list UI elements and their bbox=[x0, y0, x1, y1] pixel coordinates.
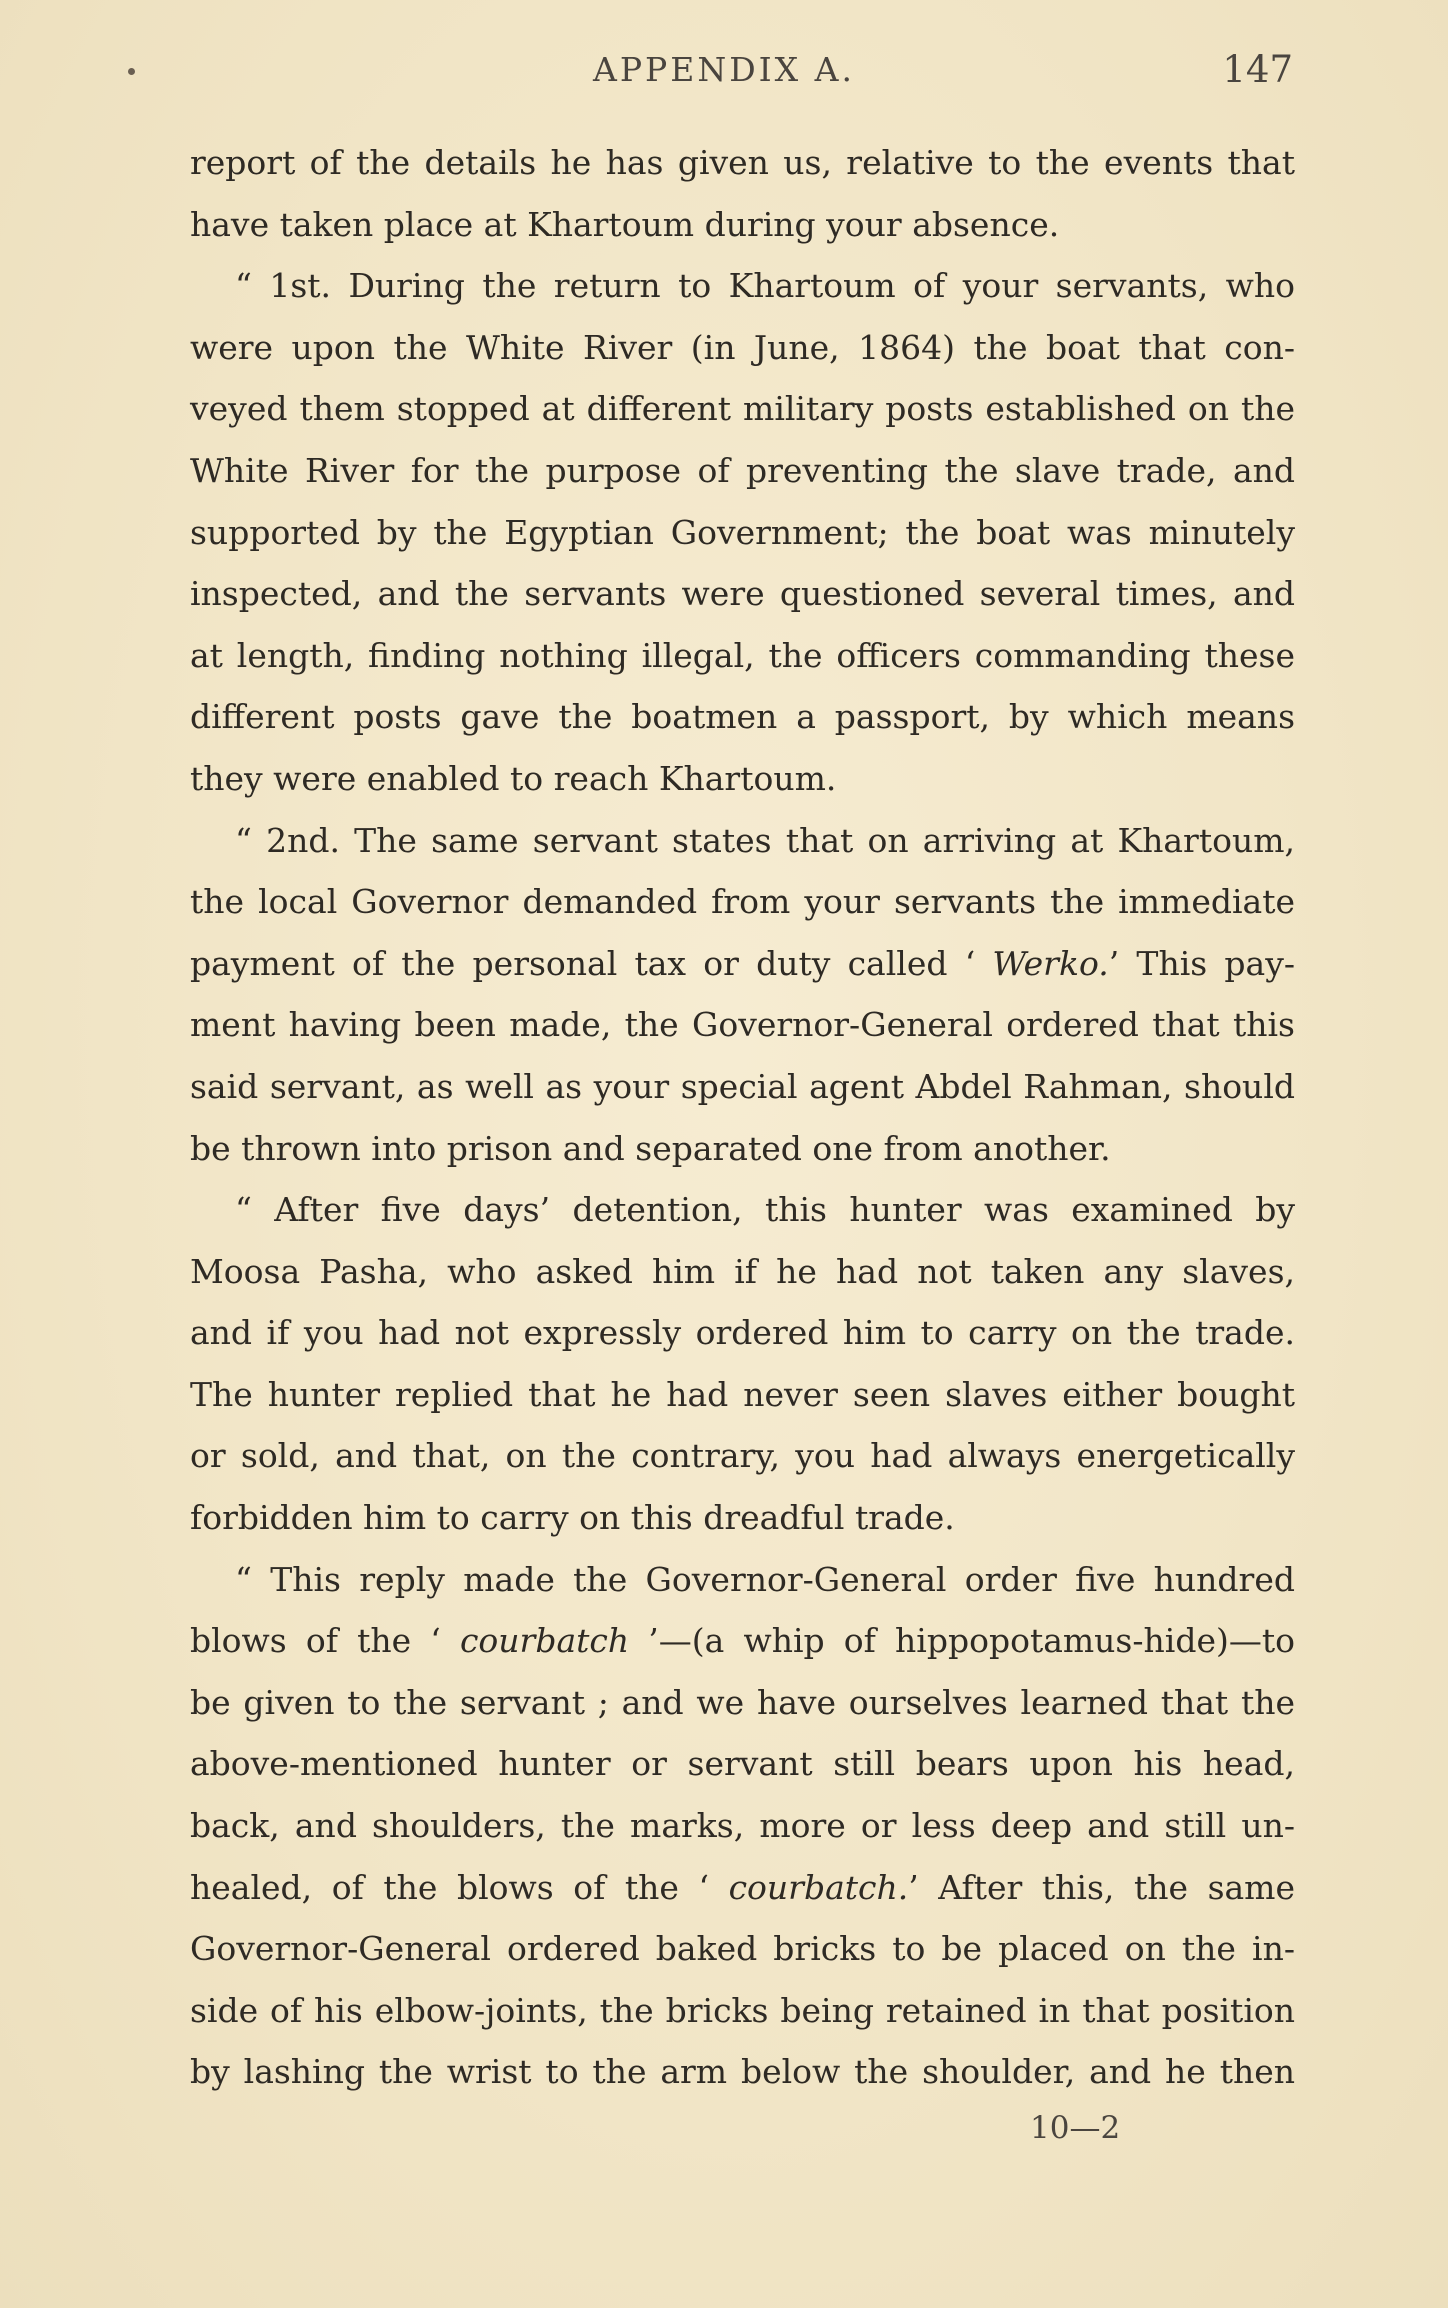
text-line: were upon the White River (in June, 1864) the boat that con- bbox=[190, 327, 1295, 367]
italic-term: courbatch. bbox=[728, 1867, 909, 1907]
text-line: “ 1st. During the return to Khartoum of your servants, who bbox=[235, 266, 1295, 306]
text-line: Moosa Pasha, who asked him if he had not taken any slaves, bbox=[190, 1251, 1295, 1291]
text-line bbox=[190, 1610, 1295, 1672]
text-line: have taken place at Khartoum during your absence. bbox=[190, 204, 1060, 244]
text-line: be given to the servant ; and we have ourselves learned that the bbox=[190, 1682, 1295, 1722]
text-line: they were enabled to reach Khartoum. bbox=[190, 758, 837, 798]
text-segment: payment of the personal tax or duty called ‘ bbox=[190, 943, 993, 983]
text-line bbox=[190, 1857, 1295, 1919]
text-line: Governor-General ordered baked bricks to be placed on the in- bbox=[190, 1929, 1295, 1969]
text-line: at length, finding nothing illegal, the officers commanding these bbox=[190, 635, 1295, 675]
text-line: “ After five days’ detention, this hunter was examined by bbox=[235, 1190, 1295, 1230]
text-line: White River for the purpose of preventing the slave trade, and bbox=[190, 450, 1295, 490]
text-segment: ’ This pay- bbox=[1108, 943, 1295, 983]
text-line: veyed them stopped at different military posts established on the bbox=[190, 389, 1295, 429]
text-line: supported by the Egyptian Government; the boat was minutely bbox=[190, 512, 1295, 552]
italic-term: courbatch bbox=[459, 1621, 630, 1661]
text-segment: healed, of the blows of the ‘ bbox=[190, 1867, 729, 1907]
italic-term: Werko. bbox=[992, 943, 1109, 983]
text-line bbox=[190, 933, 1295, 995]
text-segment: ’ After this, the same bbox=[908, 1867, 1295, 1907]
body-text bbox=[190, 132, 1295, 2103]
text-line: The hunter replied that he had never seen slaves either bought bbox=[190, 1374, 1295, 1414]
text-line: and if you had not expressly ordered him to carry on the trade. bbox=[190, 1313, 1295, 1353]
text-line: “ This reply made the Governor-General order five hundred bbox=[235, 1559, 1295, 1599]
text-line: side of his elbow-joints, the bricks being retained in that position bbox=[190, 1990, 1295, 2030]
text-line: by lashing the wrist to the arm below the shoulder, and he then bbox=[190, 2052, 1295, 2092]
running-header: APPENDIX A. bbox=[592, 50, 855, 89]
text-line: ment having been made, the Governor-General ordered that this bbox=[190, 1005, 1295, 1045]
text-line: report of the details he has given us, relative to the events that bbox=[190, 143, 1295, 182]
text-line: said servant, as well as your special agent Abdel Rahman, should bbox=[190, 1066, 1295, 1106]
text-line: the local Governor demanded from your servants the immediate bbox=[190, 882, 1295, 922]
page-number: 147 bbox=[1222, 48, 1293, 91]
text-line: inspected, and the servants were questioned several times, and bbox=[190, 574, 1295, 614]
text-line: “ 2nd. The same servant states that on arriving at Khartoum, bbox=[235, 820, 1295, 860]
text-line: different posts gave the boatmen a passport, by which means bbox=[190, 697, 1295, 737]
text-line: back, and shoulders, the marks, more or less deep and still un- bbox=[190, 1806, 1295, 1846]
signature-mark: 10—2 bbox=[1030, 2110, 1121, 2146]
text-line: above-mentioned hunter or servant still bears upon his head, bbox=[190, 1744, 1295, 1784]
text-segment: ’—(a whip of hippopotamus-hide)—to bbox=[629, 1621, 1295, 1661]
text-line: forbidden him to carry on this dreadful trade. bbox=[190, 1498, 955, 1538]
text-line: or sold, and that, on the contrary, you had always energetically bbox=[190, 1436, 1295, 1476]
text-line: be thrown into prison and separated one from another. bbox=[190, 1128, 1111, 1168]
text-segment: blows of the ‘ bbox=[190, 1621, 460, 1661]
